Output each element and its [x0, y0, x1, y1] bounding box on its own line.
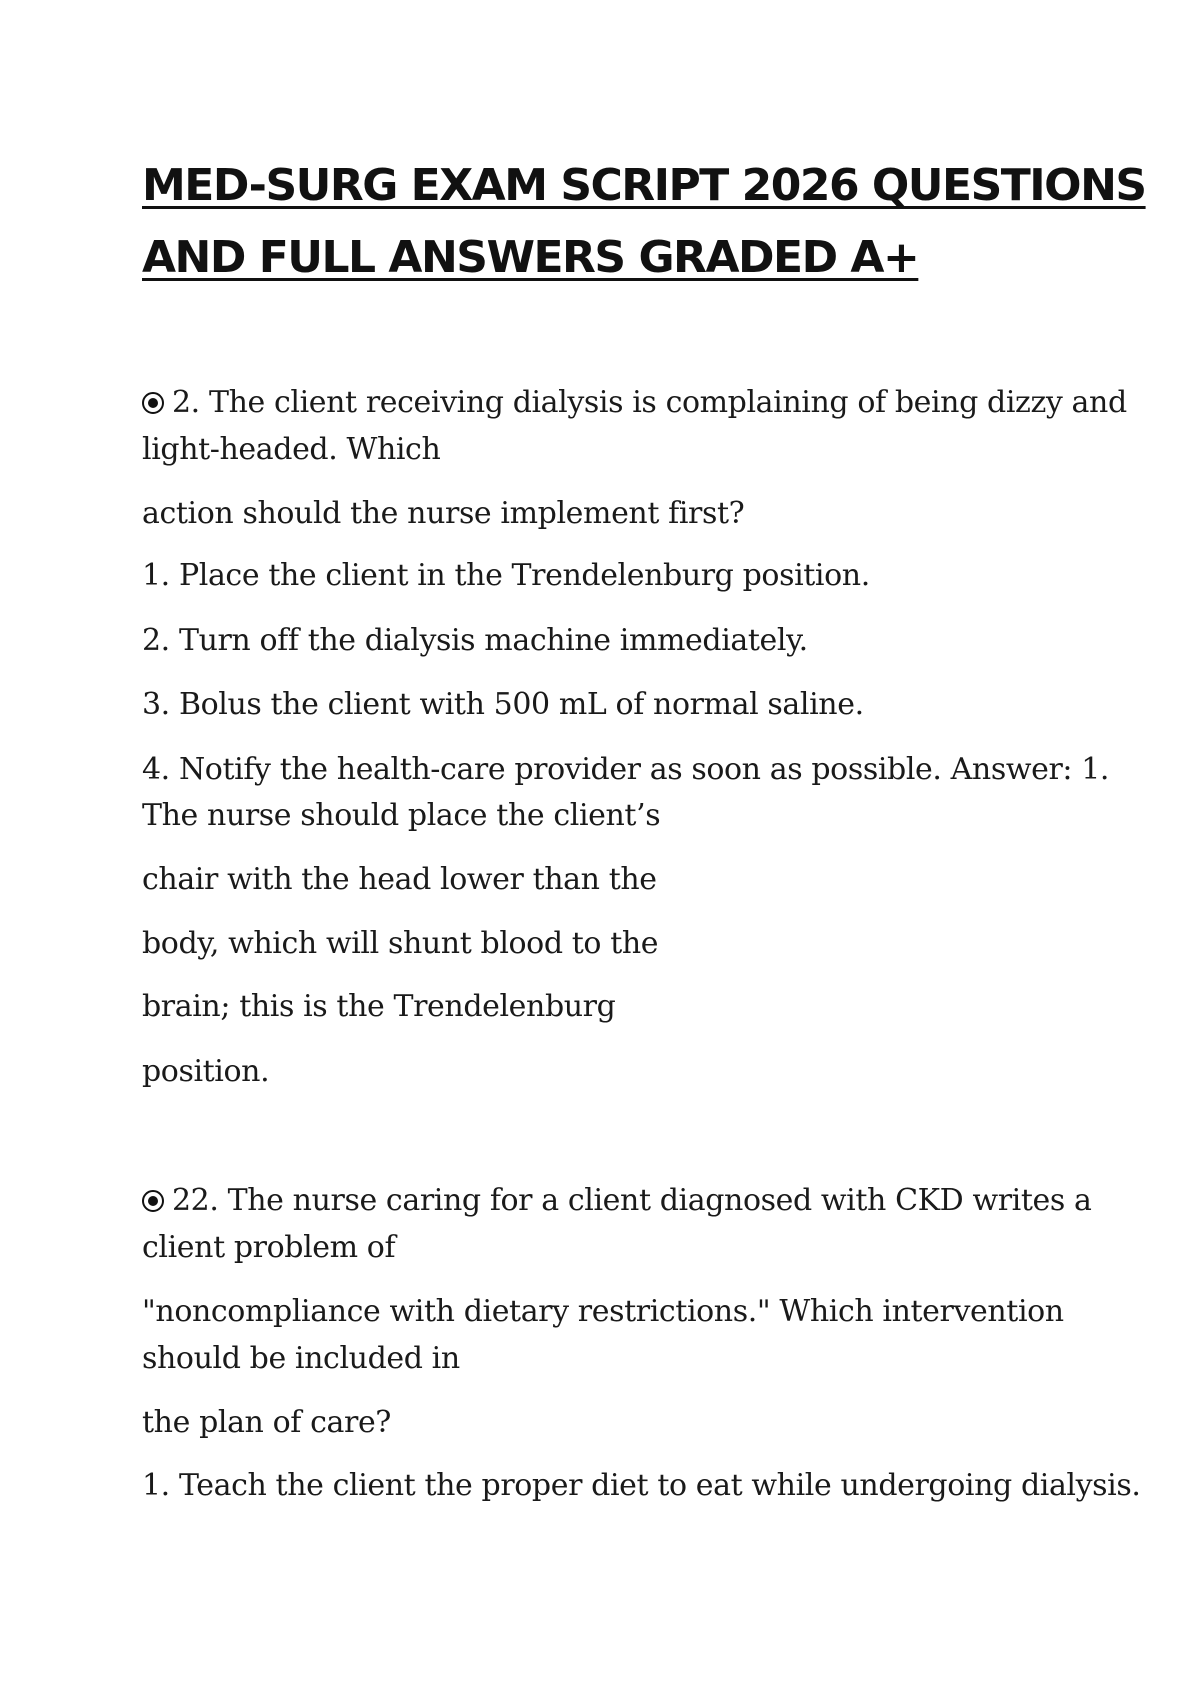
question-1-answer-line-2: chair with the head lower than the: [142, 862, 657, 897]
title-line-2: AND FULL ANSWERS GRADED A+: [142, 232, 919, 283]
question-2-line-2: client problem of: [142, 1230, 396, 1265]
question-2-line-1: 22. The nurse caring for a client diagnosed with CKD writes a: [142, 1178, 1092, 1224]
question-1-line-2: light-headed. Which: [142, 432, 441, 467]
radio-bullet-icon: [142, 392, 164, 414]
question-1-answer-line-5: position.: [142, 1054, 270, 1089]
question-2-line-4: should be included in: [142, 1341, 460, 1376]
question-1-option-3: 3. Bolus the client with 500 mL of normal saline.: [142, 687, 864, 722]
question-1-option-4: 4. Notify the health-care provider as soon as possible. Answer: 1.: [142, 752, 1110, 787]
question-1-answer-line-3: body, which will shunt blood to the: [142, 926, 659, 961]
question-1-line-1: 2. The client receiving dialysis is complaining of being dizzy and: [142, 380, 1127, 426]
question-1-answer-line-4: brain; this is the Trendelenburg: [142, 989, 616, 1024]
question-1-option-1: 1. Place the client in the Trendelenburg position.: [142, 558, 870, 593]
question-2-option-1: 1. Teach the client the proper diet to eat while undergoing dialysis.: [142, 1468, 1141, 1503]
question-2-line-3: "noncompliance with dietary restrictions." Which intervention: [142, 1294, 1064, 1329]
page-title: [142, 150, 1146, 294]
question-1-line-3: action should the nurse implement first?: [142, 496, 745, 531]
question-2-line-5: the plan of care?: [142, 1405, 391, 1440]
question-1-answer-line-1: The nurse should place the client’s: [142, 798, 661, 833]
radio-bullet-icon: [142, 1190, 164, 1212]
title-line-1: MED-SURG EXAM SCRIPT 2026 QUESTIONS: [142, 160, 1146, 211]
question-1-option-2: 2. Turn off the dialysis machine immediately.: [142, 623, 808, 658]
